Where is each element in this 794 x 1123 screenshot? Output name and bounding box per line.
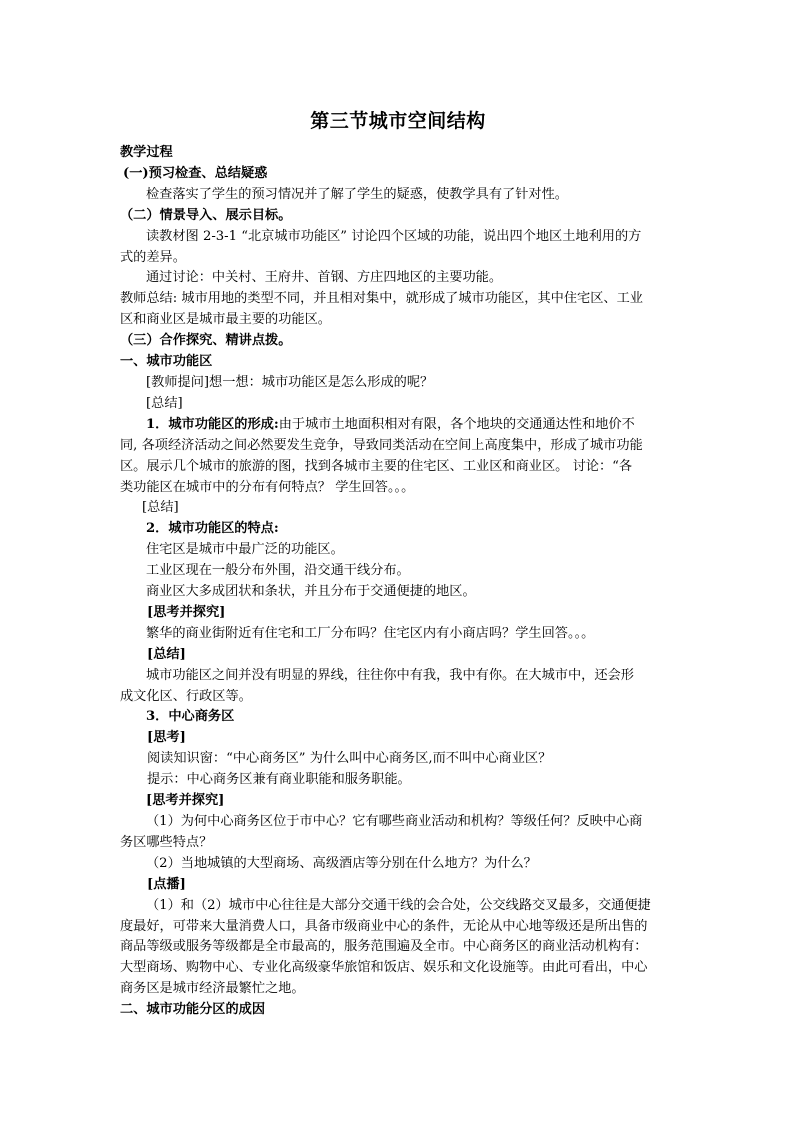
- inline-text: 由于城市土地面积相对有限，各个地块的交通通达性和地价不: [278, 416, 635, 432]
- paragraph: 大型商场、购物中心、专业化高级豪华旅馆和饭店、娱乐和文化设施等。由此可看出，中心: [120, 960, 648, 976]
- paragraph: （1）和（2）城市中心往往是大部分交通干线的会合处，公交线路交叉最多，交通便捷: [146, 897, 651, 913]
- paragraph: 商品等级或服务等级都是全市最高的，服务范围遍及全市。中心商务区的商业活动机构有：: [120, 939, 648, 955]
- paragraph: [教师提问]想一想：城市功能区是怎么形成的呢？: [146, 374, 434, 390]
- paragraph: 成文化区、行政区等。: [120, 688, 252, 704]
- paragraph: 读教材图 2-3-1 “北京城市功能区” 讨论四个区域的功能，说出四个地区土地利用的方: [146, 228, 642, 244]
- bracket-label: [总结]: [147, 646, 186, 662]
- paragraph: 同, 各项经济活动之间必然要发生竞争，导致同类活动在空间上高度集中，形成了城市功能: [120, 437, 643, 453]
- numbered-heading: 1．城市功能区的形成:: [146, 416, 279, 432]
- paragraph: 阅读知识窗：“中心商务区” 为什么叫中心商务区,而不叫中心商业区？: [147, 751, 552, 767]
- paragraph: 商业区大多成团状和条状，并且分布于交通便捷的地区。: [146, 584, 476, 600]
- document-title: 第三节城市空间结构: [310, 110, 486, 132]
- paragraph: 提示：中心商务区兼有商业职能和服务职能。: [147, 772, 411, 788]
- bracket-label: [思考并探究]: [147, 604, 226, 620]
- bracket-label: [思考]: [147, 730, 186, 746]
- paragraph: 务区哪些特点？: [120, 834, 213, 850]
- paragraph: [120, 415, 676, 436]
- paragraph: 区和商业区是城市最主要的功能区。: [120, 312, 331, 328]
- numbered-heading: 2．城市功能区的特点:: [146, 521, 279, 537]
- section-heading-3: （三）合作探究、精讲点拨。: [120, 333, 292, 349]
- numbered-heading: 3．中心商务区: [146, 709, 235, 725]
- section-heading-1: (一)预习检查、总结疑惑: [123, 165, 268, 181]
- paragraph: 繁华的商业街附近有住宅和工厂分布吗？住宅区内有小商店吗？学生回答。。。: [146, 625, 595, 641]
- paragraph: 工业区现在一般分布外围，沿交通干线分布。: [146, 563, 410, 579]
- paragraph: 教师总结: 城市用地的类型不同，并且相对集中，就形成了城市功能区，其中住宅区、工业: [120, 291, 643, 307]
- heading-teaching-process: 教学过程: [120, 145, 173, 160]
- document-page: [120, 100, 676, 1021]
- paragraph: 商务区是城市经济最繁忙之地。: [120, 981, 305, 997]
- bracket-label: [总结]: [146, 395, 183, 411]
- subsection-heading: 二、城市功能分区的成因: [120, 1002, 266, 1018]
- paragraph: 城市功能区之间并没有明显的界线，往往你中有我，我中有你。在大城市中，还会形: [146, 667, 634, 683]
- paragraph: 式的差异。: [120, 249, 186, 265]
- paragraph: （2）当地城镇的大型商场、高级酒店等分别在什么地方？为什么？: [146, 855, 537, 871]
- paragraph: 检查落实了学生的预习情况并了解了学生的疑惑，使教学具有了针对性。: [146, 186, 568, 202]
- paragraph: 通过讨论：中关村、王府井、首钢、方庄四地区的主要功能。: [146, 270, 503, 286]
- subsection-heading: 一、城市功能区: [120, 354, 213, 370]
- paragraph: 区。展示几个城市的旅游的图，找到各城市主要的住宅区、工业区和商业区。 讨论：“各: [120, 458, 633, 474]
- paragraph: 类功能区在城市中的分布有何特点？ 学生回答。。。: [120, 479, 415, 495]
- bracket-label: [思考并探究]: [146, 793, 225, 809]
- paragraph: 住宅区是城市中最广泛的功能区。: [146, 542, 344, 558]
- bracket-label: [点播]: [147, 876, 186, 892]
- section-heading-2: （二）情景导入、展示目标。: [120, 207, 292, 223]
- paragraph: （1）为何中心商务区位于市中心？它有哪些商业活动和机构？等级任何？反映中心商: [146, 814, 643, 829]
- bracket-label: [总结]: [142, 500, 179, 516]
- paragraph: 度最好，可带来大量消费人口，具备市级商业中心的条件，无论从中心地等级还是所出售的: [120, 918, 648, 934]
